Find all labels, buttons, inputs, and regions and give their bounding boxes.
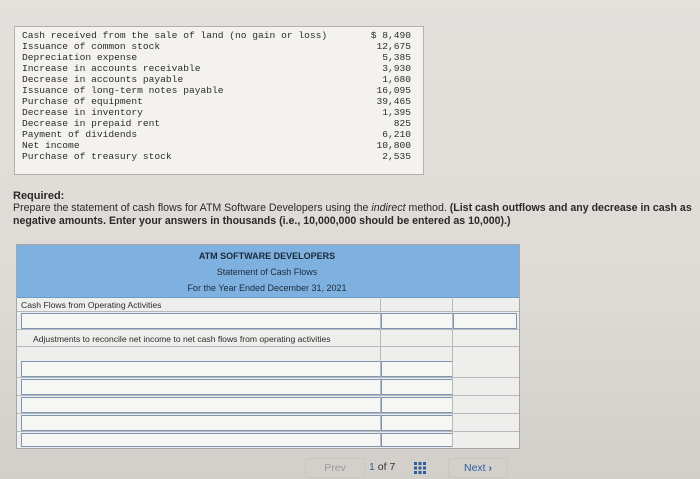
amount-input[interactable] [381,415,453,431]
chevron-right-icon: › [488,462,492,474]
data-row [15,140,423,151]
given-data-table [14,26,424,175]
data-amount: 825 [393,118,411,129]
instructions-note: (List cash outflows and any decrease in cash as negative amounts. Enter your answers in thousands (i.e., 10,000,000 should be entered as 10,000).) [13,202,692,227]
adjustments-label: Adjustments to reconcile net income to net cash flows from operating activities [33,334,331,344]
data-label: Payment of dividends [22,129,138,140]
data-amount: 16,095 [376,85,411,96]
company-name: ATM SOFTWARE DEVELOPERS [198,251,336,261]
data-amount: 1,680 [382,74,411,85]
data-row [15,118,423,129]
statement-worksheet [16,244,520,449]
amount-input[interactable] [381,397,453,413]
instructions-part1: Prepare the statement of cash flows for ATM Software Developers using the [13,202,372,214]
data-row [15,41,423,52]
data-amount: 12,675 [376,41,411,52]
required-heading: Required: [13,190,65,202]
row-divider [17,346,519,347]
data-label: Depreciation expense [22,52,138,63]
data-row [15,96,423,107]
current-page: 1 [369,461,375,473]
total-input[interactable] [453,313,517,329]
instructions-part3: method. [405,202,450,214]
data-row [15,52,423,63]
data-label: Cash received from the sale of land (no gain or loss) [22,30,328,41]
row-divider [17,377,519,378]
data-label: Decrease in accounts payable [22,74,184,85]
statement-header [17,245,519,298]
column-divider [452,297,453,447]
data-row [15,107,423,118]
data-label: Decrease in inventory [22,107,143,118]
row-divider [17,431,519,432]
description-input[interactable] [21,415,381,431]
next-label: Next [463,462,486,474]
row-divider [17,395,519,396]
data-label: Purchase of treasury stock [22,151,172,162]
data-row [15,63,423,74]
amount-input[interactable] [381,361,453,377]
next-button[interactable] [448,458,508,478]
data-row [15,151,423,162]
data-label: Issuance of long-term notes payable [22,85,224,96]
grid-icon[interactable] [414,461,426,473]
data-row [15,74,423,85]
data-row [15,85,423,96]
description-input[interactable] [21,433,381,447]
row-divider [17,329,519,330]
page-indicator [369,461,395,473]
data-label: Net income [22,140,80,151]
description-input[interactable] [21,361,381,377]
instructions-method: indirect [371,202,406,214]
row-divider [17,311,519,312]
data-label: Decrease in prepaid rent [22,118,161,129]
amount-input[interactable] [381,313,453,329]
data-amount: 3,930 [382,63,411,74]
data-amount: 1,395 [382,107,411,118]
row-divider [17,413,519,414]
description-input[interactable] [21,313,381,329]
of-label: of [377,461,387,473]
data-amount: 6,210 [382,129,411,140]
prev-label: Prev [324,462,346,474]
data-label: Increase in accounts receivable [22,63,201,74]
prev-button[interactable] [305,458,365,478]
total-pages: 7 [389,461,396,473]
data-amount: 10,800 [376,140,411,151]
description-input[interactable] [21,397,381,413]
data-row [15,129,423,140]
data-amount: 39,465 [376,96,411,107]
data-amount: 2,535 [382,151,411,162]
statement-title: Statement of Cash Flows [216,267,318,277]
data-label: Purchase of equipment [22,96,143,107]
data-amount: 5,385 [382,52,411,63]
amount-input[interactable] [381,433,453,447]
description-input[interactable] [21,379,381,395]
data-row [15,30,423,41]
data-label: Issuance of common stock [22,41,161,52]
statement-period: For the Year Ended December 31, 2021 [187,283,347,293]
amount-input[interactable] [381,379,453,395]
instructions-text [13,202,698,227]
section-operating-label: Cash Flows from Operating Activities [21,300,162,310]
column-divider [380,297,381,447]
data-amount: $ 8,490 [370,30,411,41]
